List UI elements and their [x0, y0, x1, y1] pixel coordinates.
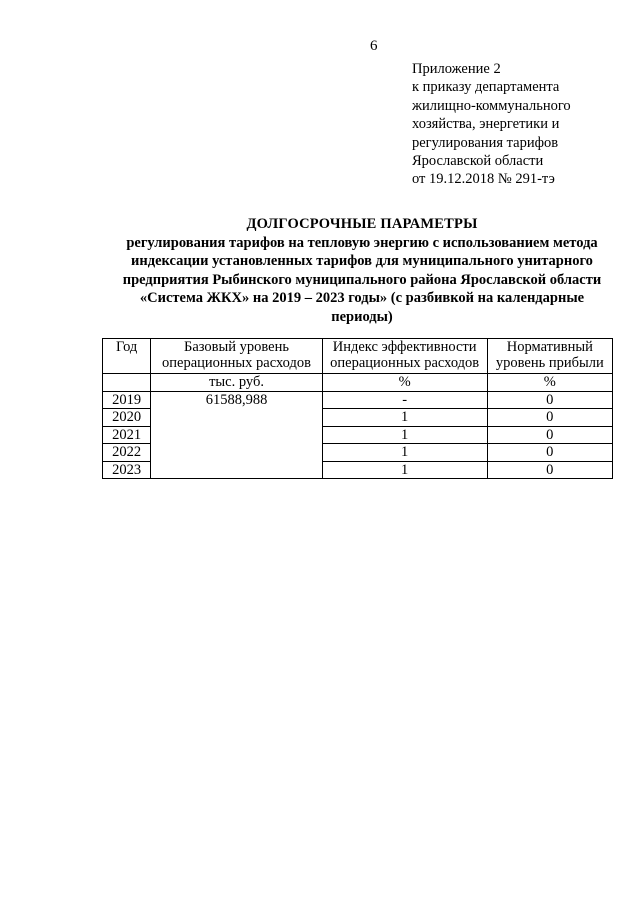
cell-year: 2023	[103, 461, 151, 479]
header-base-line1: Базовый уровень	[184, 339, 289, 355]
header-year: Год	[103, 339, 151, 374]
header-profit-line1: Нормативный	[506, 339, 593, 355]
cell-profit: 0	[487, 409, 612, 427]
cell-year: 2020	[103, 409, 151, 427]
table-units-row	[103, 374, 613, 392]
table-row	[103, 391, 613, 409]
cell-year: 2021	[103, 426, 151, 444]
cell-index: 1	[322, 461, 487, 479]
header-profit-level	[487, 339, 612, 374]
cell-index: 1	[322, 426, 487, 444]
header-efficiency-index	[322, 339, 487, 374]
units-profit: %	[487, 374, 612, 392]
header-profit-line2: уровень прибыли	[495, 355, 604, 371]
appendix-line: жилищно-коммунального	[412, 97, 571, 114]
cell-base-value: 61588,988	[151, 391, 322, 479]
title-line: «Система ЖКХ» на 2019 – 2023 годы» (с разбивкой на календарные	[139, 290, 585, 307]
page-number: 6	[370, 38, 378, 54]
cell-index: 1	[322, 409, 487, 427]
cell-year: 2022	[103, 444, 151, 462]
appendix-note	[412, 60, 571, 189]
document-title	[102, 215, 622, 327]
table-header-row	[103, 339, 613, 374]
cell-profit: 0	[487, 461, 612, 479]
title-main: ДОЛГОСРОЧНЫЕ ПАРАМЕТРЫ	[246, 216, 478, 232]
appendix-line: к приказу департамента	[412, 79, 560, 96]
cell-index: 1	[322, 444, 487, 462]
header-base-line2: операционных расходов	[162, 355, 311, 371]
appendix-line: Ярославской области	[412, 153, 544, 170]
units-base: тыс. руб.	[151, 374, 322, 392]
parameters-table	[102, 338, 613, 479]
units-year-empty	[103, 374, 151, 392]
header-base-level	[151, 339, 322, 374]
title-line: предприятия Рыбинского муниципального района Ярославской области	[122, 271, 602, 288]
header-index-line2: операционных расходов	[330, 355, 480, 371]
cell-profit: 0	[487, 391, 612, 409]
cell-profit: 0	[487, 444, 612, 462]
appendix-line: регулирования тарифов	[412, 134, 559, 151]
units-index: %	[322, 374, 487, 392]
appendix-line: Приложение 2	[412, 61, 501, 77]
appendix-line: хозяйства, энергетики и	[412, 116, 560, 133]
title-line: периоды)	[331, 308, 393, 325]
title-line: индексации установленных тарифов для муниципального унитарного	[131, 253, 593, 270]
appendix-line: от 19.12.2018 № 291-тэ	[412, 171, 555, 188]
cell-index: -	[322, 391, 487, 409]
cell-year: 2019	[103, 391, 151, 409]
cell-profit: 0	[487, 426, 612, 444]
title-line: регулирования тарифов на тепловую энергию с использованием метода	[126, 234, 598, 251]
header-index-line1: Индекс эффективности	[332, 339, 477, 355]
